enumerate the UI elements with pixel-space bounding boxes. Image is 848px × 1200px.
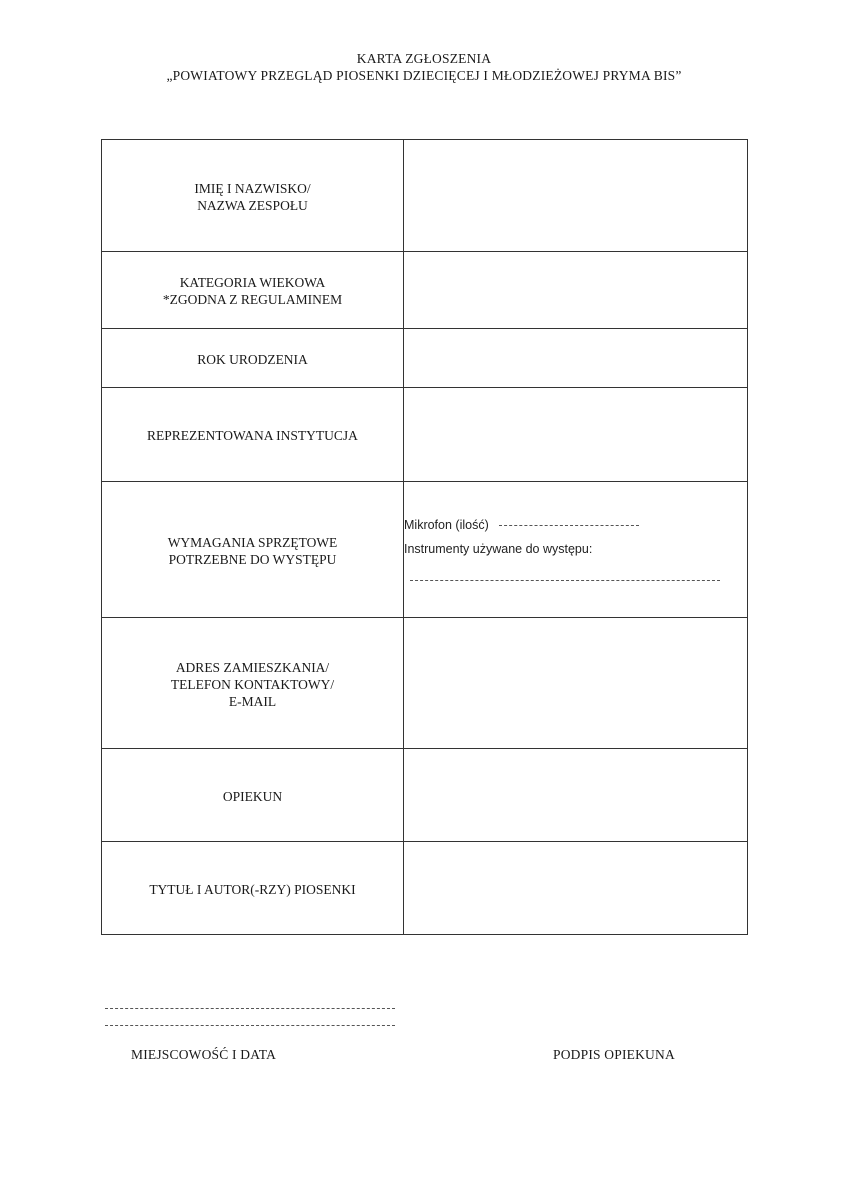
row-label-address xyxy=(102,618,404,749)
label-line: OPIEKUN xyxy=(222,788,283,804)
row-label-institution xyxy=(102,388,404,482)
microphone-label: Mikrofon (ilość) xyxy=(404,518,489,532)
place-date-dotted-line[interactable] xyxy=(105,1008,395,1009)
form-subtitle: „POWIATOWY PRZEGLĄD PIOSENKI DZIECIĘCEJ I MŁODZIEŻOWEJ PRYMA BIS” xyxy=(166,68,682,83)
input-institution[interactable] xyxy=(404,388,748,482)
label-line: WYMAGANIA SPRZĘTOWE xyxy=(167,534,338,550)
label-line: E-MAIL xyxy=(228,693,277,709)
label-line: ADRES ZAMIESZKANIA/ xyxy=(175,659,330,675)
place-date-label: MIEJSCOWOŚĆ I DATA xyxy=(131,1047,277,1062)
label-line: TELEFON KONTAKTOWY/ xyxy=(170,676,335,692)
row-label-age-category xyxy=(102,252,404,329)
registration-table xyxy=(101,139,748,935)
label-line: KATEGORIA WIEKOWA xyxy=(179,275,326,290)
row-label-name xyxy=(102,140,404,252)
row-institution xyxy=(102,388,748,482)
guardian-signature-label: PODPIS OPIEKUNA xyxy=(553,1047,675,1062)
input-birth-year[interactable] xyxy=(404,329,748,388)
microphone-count-field[interactable] xyxy=(499,525,639,526)
row-address xyxy=(102,618,748,749)
microphone-line xyxy=(404,518,747,542)
row-age-category xyxy=(102,252,748,329)
label-line: *ZGODNA Z REGULAMINEM xyxy=(162,292,343,307)
equipment-cell xyxy=(404,482,748,618)
instruments-label: Instrumenty używane do występu: xyxy=(404,542,593,556)
row-song xyxy=(102,842,748,935)
input-name[interactable] xyxy=(404,140,748,252)
input-guardian[interactable] xyxy=(404,749,748,842)
row-label-birth-year xyxy=(102,329,404,388)
label-line: REPREZENTOWANA INSTYTUCJA xyxy=(147,428,358,443)
row-name xyxy=(102,140,748,252)
label-line: IMIĘ I NAZWISKO/ xyxy=(194,180,311,196)
row-label-song xyxy=(102,842,404,935)
row-label-guardian xyxy=(102,749,404,842)
form-header xyxy=(0,50,848,84)
form-title: KARTA ZGŁOSZENIA xyxy=(356,51,492,66)
instruments-line xyxy=(404,542,747,566)
row-equipment xyxy=(102,482,748,618)
place-date-dotted-line-2[interactable] xyxy=(105,1025,395,1026)
input-address[interactable] xyxy=(404,618,748,749)
instruments-field[interactable] xyxy=(410,580,720,581)
label-line: ROK URODZENIA xyxy=(197,351,308,367)
label-line: POTRZEBNE DO WYSTĘPU xyxy=(168,551,337,567)
label-line: TYTUŁ I AUTOR(-RZY) PIOSENKI xyxy=(149,881,356,897)
row-guardian xyxy=(102,749,748,842)
label-line: NAZWA ZESPOŁU xyxy=(197,197,308,213)
row-label-equipment xyxy=(102,482,404,618)
input-age-category[interactable] xyxy=(404,252,748,329)
input-song[interactable] xyxy=(404,842,748,935)
row-birth-year xyxy=(102,329,748,388)
